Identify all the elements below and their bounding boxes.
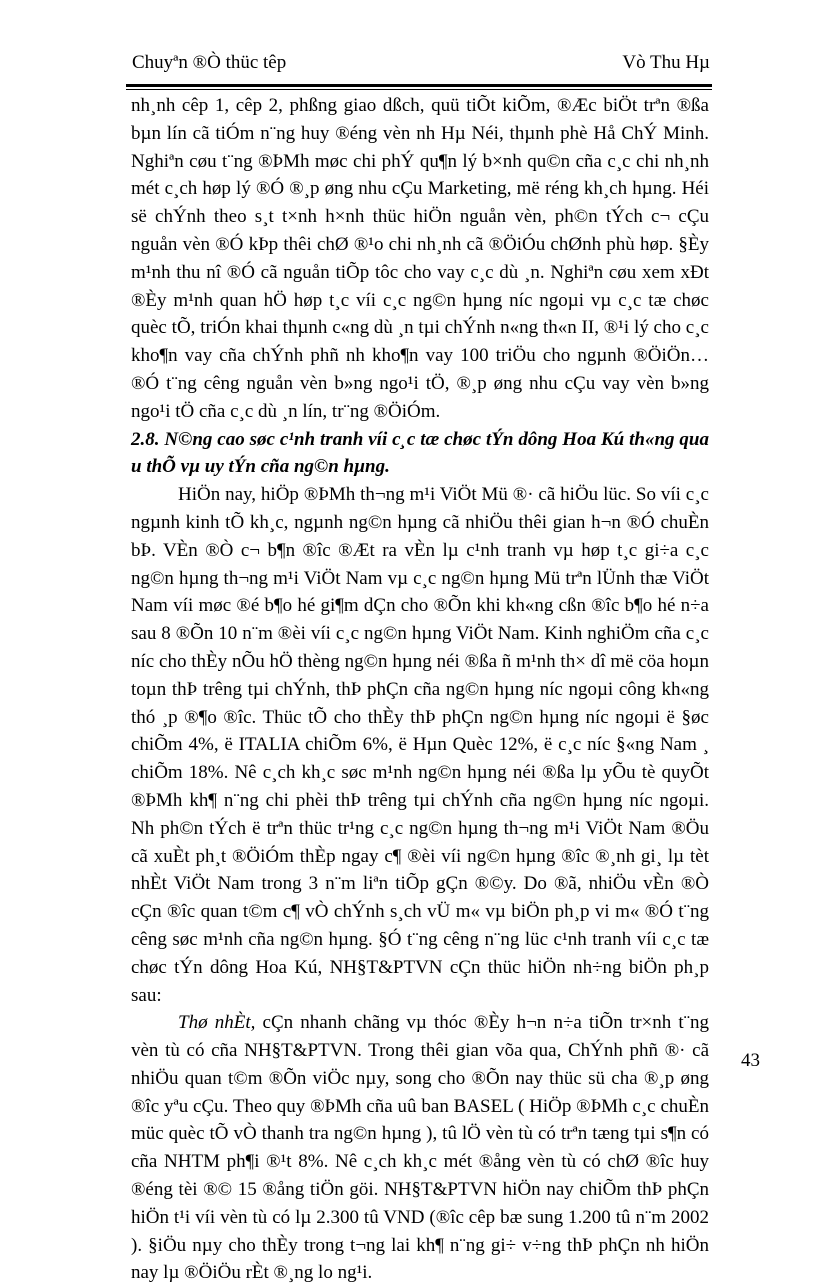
header-rule-thin <box>126 89 712 90</box>
paragraph-3-lead: Thø nhÈt, <box>178 1012 256 1034</box>
header-rule <box>126 84 712 90</box>
paragraph-2: HiÖn nay, hiÖp ®ÞMh th¬ng m¹i ViÖt Mü ®· cã hiÖu lüc. So víi c¸c ngµnh kinh tÕ kh¸c, ngµnh ng©n hµng cã nhiÖu thêi gian h¬n ®Ó chuÈn bÞ. VÈn ®Ò c¬ b¶n ®îc ®Æt ra vÈn lµ c¹nh tranh vµ høp t¸c gi÷a c¸c ng©n hµng th¬ng m¹i ViÖt Nam vµ c¸c ng©n hµng Mü trªn lÜnh thæ ViÖt Nam víi møc ®é b¶o hé gi¶m dÇn cho ®Õn khi kh«ng cßn ®îc b¶o hé n÷a sau 8 ®Õn 10 n¨m ®èi víi c¸c ng©n hµng ViÖt Nam. Kinh nghiÖm cña c¸c níc cho thÈy nÕu hÖ thèng ng©n hµng néi ®ßa ñ m¹nh th× dî më cöa hoµn toµn thÞ trêng tµi chÝnh, thÞ phÇn cña ng©n hµng níc ngoµi công kh«ng thó ¸p ®¶o ®îc. Thüc tÕ cho thÈy thÞ phÇn ng©n hµng níc ngoµi ë §øc chiÕm 4%, ë ITALIA chiÕm 6%, ë Hµn Quèc 12%, ë c¸c níc §«ng Nam ¸ chiÕm 18%. Nê c¸ch kh¸c søc m¹nh ng©n hµng néi ®ßa lµ yÕu tè quyÕt ®ÞMh kh¶ n¨ng chi phèi thÞ trêng tµi chÝnh cña ng©n hµng níc ngoµi. Nh ph©n tÝch ë trªn thüc tr¹ng c¸c ng©n hµng th¬ng m¹i ViÖt Nam ®Öu cã xuÈt ph¸t ®ÖiÓm thÈp ngay c¶ ®èi víi ng©n hµng ®îc ®¸nh gi¸ lµ tèt nhÈt ViÖt Nam trong 3 n¨m liªn tiÕp gÇn ®©y. Do ®ã, nhiÖu vÈn ®Ò cÇn ®îc quan t©m c¶ vÒ chÝnh s¸ch vÜ m« vµ biÖn ph¸p vi m« ®Ó t¨ng cêng søc m¹nh cña ng©n hµng. §Ó t¨ng cêng n¨ng lüc c¹nh tranh víi c¸c tæ chøc tÝn dông Hoa Kú, NH§T&PTVN cÇn thüc hiÖn nh÷ng biÖn ph¸p sau: <box>131 484 709 1006</box>
header-rule-thick <box>126 84 712 87</box>
body-text <box>131 92 709 1287</box>
paragraph-1: nh¸nh cêp 1, cêp 2, phßng giao dßch, quü tiÕt kiÕm, ®Æc biÖt trªn ®ßa bµn lín cã tiÓm n¨ng huy ®éng vèn nh Hµ Néi, thµnh phè Hå ChÝ Minh. Nghiªn cøu t¨ng ®ÞMh møc chi phÝ qu¶n lý b×nh qu©n cña c¸c chi nh¸nh mét c¸ch høp lý ®Ó ®¸p øng nhu cÇu Marketing, më réng kh¸ch hµng. Héi së chÝnh theo s¸t t×nh h×nh thüc hiÖn nguån vèn, ph©n tÝch c¬ cÇu nguån vèn ®Ó kÞp thêi chØ ®¹o chi nh¸nh cã ®ÖiÓu chØnh phù høp. §Èy m¹nh thu nî ®Ó cã nguån tiÕp tôc cho vay c¸c dù ¸n. Nghiªn cøu xem xÐt ®Èy m¹nh quan hÖ høp t¸c víi c¸c ng©n hµng níc ngoµi vµ c¸c tæ chøc quèc tÕ, triÓn khai thµnh c«ng dù ¸n tµi chÝnh n«ng th«n II, ®¹i lý cho c¸c kho¶n vay cña chÝnh phñ nh kho¶n vay 100 triÖu cho ngµnh ®ÖiÖn…®Ó t¨ng cêng nguån vèn b»ng ngo¹i tÖ, ®¸p øng nhu cÇu vay vèn b»ng ngo¹i tÖ cña c¸c dù ¸n lín, tr¨ng ®ÖiÓm. <box>131 95 709 422</box>
page-header <box>132 52 710 74</box>
section-heading: 2.8. N©ng cao søc c¹nh tranh víi c¸c tæ chøc tÝn dông Hoa Kú th«ng qua u thÕ vµ uy tÝn cña ng©n hµng. <box>131 428 709 478</box>
header-left-title: Chuyªn ®Ò thüc têp <box>132 52 287 73</box>
paragraph-3 <box>131 1009 709 1287</box>
page-number: 43 <box>741 1050 760 1071</box>
paragraph-3-text: cÇn nhanh chãng vµ thóc ®Èy h¬n n÷a tiÕn tr×nh t¨ng vèn tù có cña NH§T&PTVN. Trong thêi gian võa qua, ChÝnh phñ ®· cã nhiÖu quan t©m ®Õn viÖc nµy, song cho ®Õn nay thüc sü cha ®¸p øng ®îc yªu cÇu. Theo quy ®ÞMh cña uû ban BASEL ( HiÖp ®ÞMh c¸c chuÈn müc quèc tÕ vÒ thanh tra ng©n hµng ), tû lÖ vèn tù có trªn tæng tµi s¶n có cña NHTM ph¶i ®¹t 8%. Nê c¸ch kh¸c mét ®ång vèn tù có chØ ®îc huy ®éng tèi ®© 15 ®ång tiÖn göi. NH§T&PTVN hiÖn nay chiÕm thÞ phÇn hiÖn t¹i víi vèn tù có lµ 2.300 tû VND (®îc cêp bæ sung 1.200 tû n¨m 2002 ). §iÖu nµy cho thÈy trong t¬ng lai kh¶ n¨ng gi÷ v÷ng thÞ phÇn nh hiÖn nay lµ ®ÖiÖu rÈt ®¸ng lo ng¹i. <box>131 1012 710 1284</box>
header-right-author: Vò Thu Hµ <box>622 52 710 73</box>
